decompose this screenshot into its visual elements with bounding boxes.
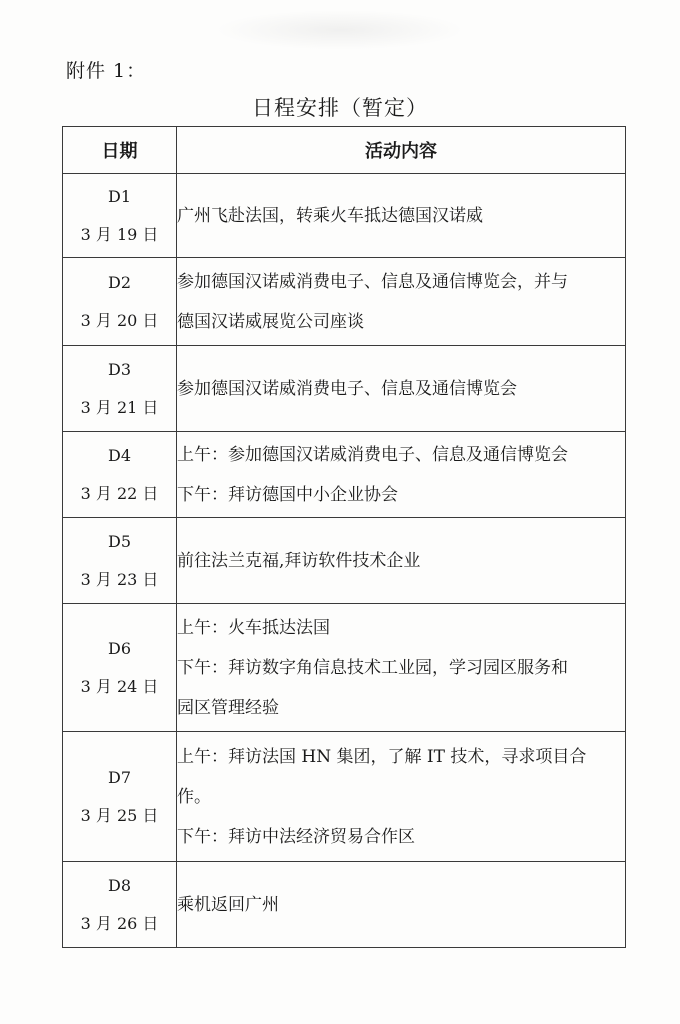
- day-date: 3 月 21 日: [80, 397, 159, 417]
- day-cell: [63, 174, 177, 258]
- activity-cell: [177, 174, 626, 258]
- activity-cell: [177, 346, 626, 432]
- day-cell: [63, 346, 177, 432]
- day-code: D5: [107, 531, 131, 551]
- activity-cell: [177, 432, 626, 518]
- activity-line: 前往法兰克福,拜访软件技术企业: [177, 550, 421, 571]
- activity-cell: [177, 732, 626, 862]
- header-date: 日期: [63, 127, 177, 174]
- table-row: [63, 604, 626, 732]
- day-code: D4: [107, 445, 131, 465]
- activity-line: 上午：拜访法国 HN 集团，了解 IT 技术，寻求项目合: [177, 746, 587, 767]
- day-cell: [63, 518, 177, 604]
- day-cell: [63, 604, 177, 732]
- table-row: [63, 518, 626, 604]
- table-header-row: [63, 127, 626, 174]
- attachment-label: 附件 1：: [66, 60, 147, 82]
- table-row: [63, 346, 626, 432]
- table-row: [63, 432, 626, 518]
- activity-line: 上午：参加德国汉诺威消费电子、信息及通信博览会: [177, 444, 568, 465]
- activity-cell: [177, 518, 626, 604]
- day-cell: [63, 732, 177, 862]
- activity-line: 园区管理经验: [177, 697, 279, 718]
- schedule-table: [62, 126, 626, 948]
- activity-line: 作。: [177, 786, 211, 807]
- activity-cell: [177, 258, 626, 346]
- day-code: D7: [107, 767, 131, 787]
- activity-line: 乘机返回广州: [177, 894, 279, 915]
- day-date: 3 月 19 日: [80, 224, 159, 244]
- activity-line: 下午：拜访中法经济贸易合作区: [177, 826, 415, 847]
- day-date: 3 月 23 日: [80, 569, 159, 589]
- table-row: [63, 862, 626, 948]
- activity-line: 德国汉诺威展览公司座谈: [177, 311, 364, 332]
- activity-line: 参加德国汉诺威消费电子、信息及通信博览会: [177, 378, 517, 399]
- day-date: 3 月 24 日: [80, 676, 159, 696]
- activity-line: 参加德国汉诺威消费电子、信息及通信博览会，并与: [177, 271, 568, 292]
- day-date: 3 月 22 日: [80, 483, 159, 503]
- day-date: 3 月 25 日: [80, 805, 159, 825]
- day-cell: [63, 258, 177, 346]
- day-code: D1: [107, 186, 131, 206]
- table-row: [63, 258, 626, 346]
- activity-line: 广州飞赴法国，转乘火车抵达德国汉诺威: [177, 205, 483, 226]
- activity-line: 下午：拜访数字角信息技术工业园，学习园区服务和: [177, 657, 568, 678]
- header-activity: 活动内容: [177, 127, 626, 174]
- day-code: D3: [107, 359, 131, 379]
- activity-line: 上午：火车抵达法国: [177, 617, 330, 638]
- scan-smudge: [215, 10, 465, 50]
- day-code: D8: [107, 875, 131, 895]
- day-date: 3 月 20 日: [80, 310, 159, 330]
- table-row: [63, 174, 626, 258]
- table-row: [63, 732, 626, 862]
- day-code: D2: [107, 272, 131, 292]
- activity-cell: [177, 862, 626, 948]
- day-cell: [63, 862, 177, 948]
- document-title: 日程安排（暂定）: [252, 96, 428, 120]
- activity-line: 下午：拜访德国中小企业协会: [177, 484, 398, 505]
- day-code: D6: [107, 638, 131, 658]
- day-date: 3 月 26 日: [80, 913, 159, 933]
- day-cell: [63, 432, 177, 518]
- activity-cell: [177, 604, 626, 732]
